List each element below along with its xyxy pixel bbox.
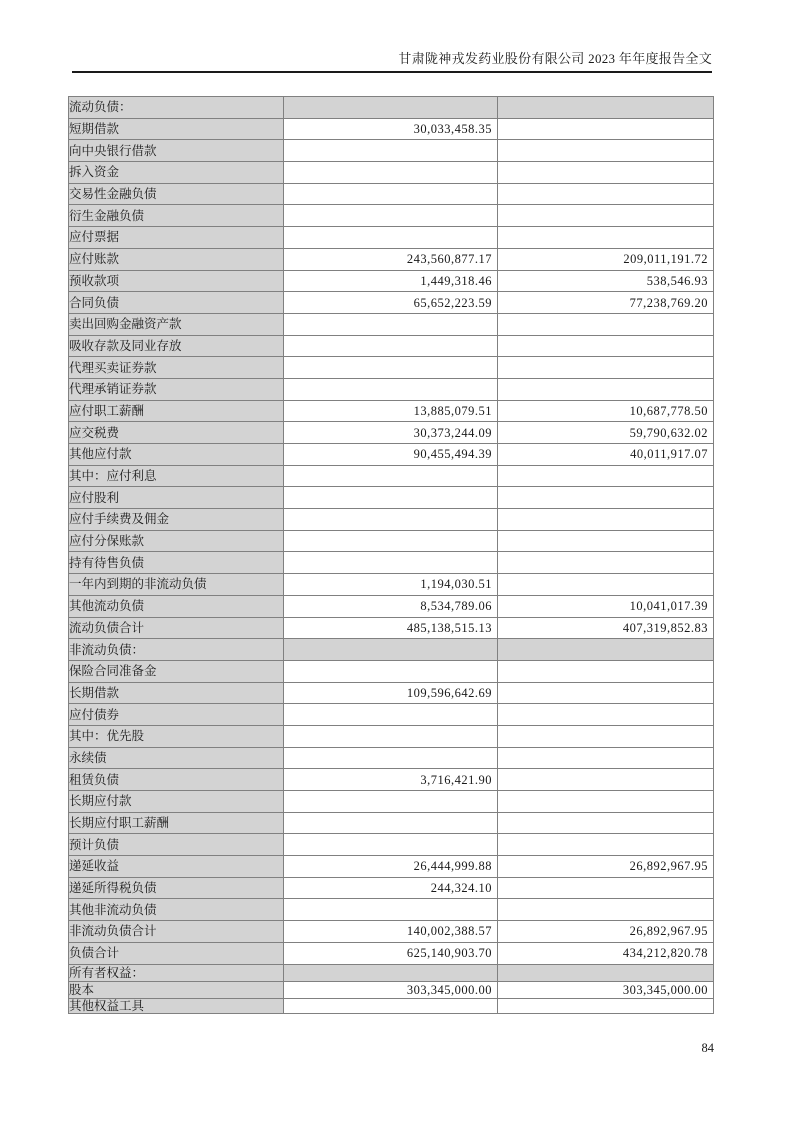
table-row [69,400,714,422]
row-current-period-value: 1,449,318.46 [284,270,498,292]
row-current-period-value: 244,324.10 [284,877,498,899]
row-current-period-value: 140,002,388.57 [284,921,498,943]
row-current-period-value [284,487,498,509]
table-row [69,313,714,335]
row-prior-period-value [498,530,714,552]
table-row [69,162,714,184]
table-row [69,639,714,661]
row-prior-period-value: 407,319,852.83 [498,617,714,639]
row-current-period-value [284,660,498,682]
report-header-title: 甘肃陇神戎发药业股份有限公司 2023 年年度报告全文 [398,51,712,66]
row-prior-period-value: 26,892,967.95 [498,921,714,943]
row-current-period-value [284,812,498,834]
table-row [69,444,714,466]
row-prior-period-value [498,227,714,249]
row-current-period-value [284,791,498,813]
row-item-label: 应交税费 [69,422,284,444]
table-row [69,357,714,379]
row-item-label: 递延收益 [69,856,284,878]
row-item-label: 应付手续费及佣金 [69,509,284,531]
table-row [69,97,714,119]
row-item-label: 一年内到期的非流动负债 [69,574,284,596]
row-current-period-value: 109,596,642.69 [284,682,498,704]
row-item-label: 股本 [69,981,284,998]
row-prior-period-value [498,183,714,205]
row-prior-period-value [498,97,714,119]
row-item-label: 短期借款 [69,118,284,140]
row-prior-period-value [498,834,714,856]
table-row [69,292,714,314]
row-current-period-value: 26,444,999.88 [284,856,498,878]
row-item-label: 其他权益工具 [69,998,284,1013]
balance-sheet-table-body [69,97,714,1014]
row-current-period-value [284,205,498,227]
page-header [72,51,712,73]
table-row [69,834,714,856]
row-item-label: 应付职工薪酬 [69,400,284,422]
table-row [69,422,714,444]
row-current-period-value: 243,560,877.17 [284,248,498,270]
row-item-label: 应付股利 [69,487,284,509]
table-row [69,183,714,205]
row-item-label: 其中：优先股 [69,725,284,747]
row-current-period-value [284,140,498,162]
row-current-period-value: 90,455,494.39 [284,444,498,466]
table-row [69,378,714,400]
row-prior-period-value [498,682,714,704]
row-prior-period-value [498,378,714,400]
row-item-label: 长期应付职工薪酬 [69,812,284,834]
row-prior-period-value [498,140,714,162]
table-row [69,335,714,357]
row-item-label: 其中：应付利息 [69,465,284,487]
row-prior-period-value [498,769,714,791]
table-row [69,704,714,726]
row-prior-period-value [498,357,714,379]
table-row [69,964,714,981]
table-row [69,769,714,791]
table-row [69,248,714,270]
row-prior-period-value [498,812,714,834]
row-current-period-value: 8,534,789.06 [284,595,498,617]
table-row [69,205,714,227]
table-row [69,487,714,509]
table-row [69,118,714,140]
row-current-period-value: 30,033,458.35 [284,118,498,140]
row-current-period-value [284,335,498,357]
table-row [69,660,714,682]
row-item-label: 交易性金融负债 [69,183,284,205]
row-prior-period-value [498,205,714,227]
page-number: 84 [701,1041,714,1055]
row-prior-period-value: 10,041,017.39 [498,595,714,617]
table-row [69,725,714,747]
row-prior-period-value [498,747,714,769]
row-item-label: 合同负债 [69,292,284,314]
row-current-period-value [284,357,498,379]
row-prior-period-value [498,725,714,747]
table-row [69,465,714,487]
row-item-label: 衍生金融负债 [69,205,284,227]
row-prior-period-value [498,313,714,335]
row-item-label: 所有者权益： [69,964,284,981]
row-current-period-value: 3,716,421.90 [284,769,498,791]
row-current-period-value [284,639,498,661]
table-row [69,856,714,878]
table-row [69,981,714,998]
table-row [69,574,714,596]
row-item-label: 应付分保账款 [69,530,284,552]
row-item-label: 负债合计 [69,942,284,964]
row-current-period-value [284,313,498,335]
row-item-label: 其他非流动负债 [69,899,284,921]
row-item-label: 向中央银行借款 [69,140,284,162]
row-current-period-value [284,834,498,856]
table-row [69,270,714,292]
table-row [69,899,714,921]
row-current-period-value [284,899,498,921]
row-current-period-value: 303,345,000.00 [284,981,498,998]
table-row [69,921,714,943]
row-current-period-value [284,747,498,769]
row-current-period-value [284,552,498,574]
row-item-label: 非流动负债合计 [69,921,284,943]
row-prior-period-value [498,704,714,726]
row-item-label: 代理买卖证券款 [69,357,284,379]
row-item-label: 其他流动负债 [69,595,284,617]
row-prior-period-value [498,877,714,899]
row-prior-period-value: 40,011,917.07 [498,444,714,466]
row-item-label: 拆入资金 [69,162,284,184]
row-current-period-value [284,183,498,205]
row-current-period-value [284,465,498,487]
row-prior-period-value [498,335,714,357]
row-current-period-value: 485,138,515.13 [284,617,498,639]
table-row [69,617,714,639]
row-item-label: 卖出回购金融资产款 [69,313,284,335]
row-current-period-value [284,704,498,726]
row-prior-period-value: 303,345,000.00 [498,981,714,998]
row-prior-period-value [498,899,714,921]
row-current-period-value: 625,140,903.70 [284,942,498,964]
table-row [69,595,714,617]
table-row [69,998,714,1013]
row-current-period-value [284,530,498,552]
row-prior-period-value [498,964,714,981]
row-prior-period-value: 538,546.93 [498,270,714,292]
row-item-label: 其他应付款 [69,444,284,466]
row-prior-period-value [498,118,714,140]
row-item-label: 应付票据 [69,227,284,249]
table-row [69,682,714,704]
row-current-period-value: 30,373,244.09 [284,422,498,444]
table-row [69,509,714,531]
row-current-period-value [284,964,498,981]
row-item-label: 流动负债： [69,97,284,119]
table-row [69,530,714,552]
row-item-label: 递延所得税负债 [69,877,284,899]
table-row [69,552,714,574]
row-prior-period-value: 77,238,769.20 [498,292,714,314]
row-item-label: 长期借款 [69,682,284,704]
row-current-period-value [284,725,498,747]
row-current-period-value: 13,885,079.51 [284,400,498,422]
row-item-label: 预收款项 [69,270,284,292]
row-prior-period-value: 59,790,632.02 [498,422,714,444]
row-item-label: 租赁负债 [69,769,284,791]
row-item-label: 持有待售负债 [69,552,284,574]
row-prior-period-value [498,509,714,531]
row-prior-period-value [498,552,714,574]
table-row [69,227,714,249]
row-prior-period-value [498,660,714,682]
row-prior-period-value: 26,892,967.95 [498,856,714,878]
row-current-period-value [284,162,498,184]
row-item-label: 非流动负债： [69,639,284,661]
row-item-label: 永续债 [69,747,284,769]
row-prior-period-value [498,791,714,813]
table-row [69,942,714,964]
row-current-period-value [284,97,498,119]
row-current-period-value [284,998,498,1013]
row-item-label: 长期应付款 [69,791,284,813]
row-prior-period-value [498,639,714,661]
table-row [69,791,714,813]
row-prior-period-value [498,487,714,509]
balance-sheet-table [68,96,714,1014]
row-prior-period-value: 10,687,778.50 [498,400,714,422]
row-item-label: 应付账款 [69,248,284,270]
row-current-period-value: 65,652,223.59 [284,292,498,314]
table-row [69,140,714,162]
row-item-label: 保险合同准备金 [69,660,284,682]
row-current-period-value [284,509,498,531]
row-prior-period-value [498,465,714,487]
row-item-label: 应付债券 [69,704,284,726]
row-prior-period-value: 209,011,191.72 [498,248,714,270]
row-item-label: 流动负债合计 [69,617,284,639]
table-row [69,812,714,834]
row-item-label: 代理承销证券款 [69,378,284,400]
row-prior-period-value: 434,212,820.78 [498,942,714,964]
row-prior-period-value [498,574,714,596]
row-current-period-value: 1,194,030.51 [284,574,498,596]
row-current-period-value [284,378,498,400]
row-item-label: 预计负债 [69,834,284,856]
row-item-label: 吸收存款及同业存放 [69,335,284,357]
table-row [69,877,714,899]
row-current-period-value [284,227,498,249]
row-prior-period-value [498,998,714,1013]
row-prior-period-value [498,162,714,184]
table-row [69,747,714,769]
